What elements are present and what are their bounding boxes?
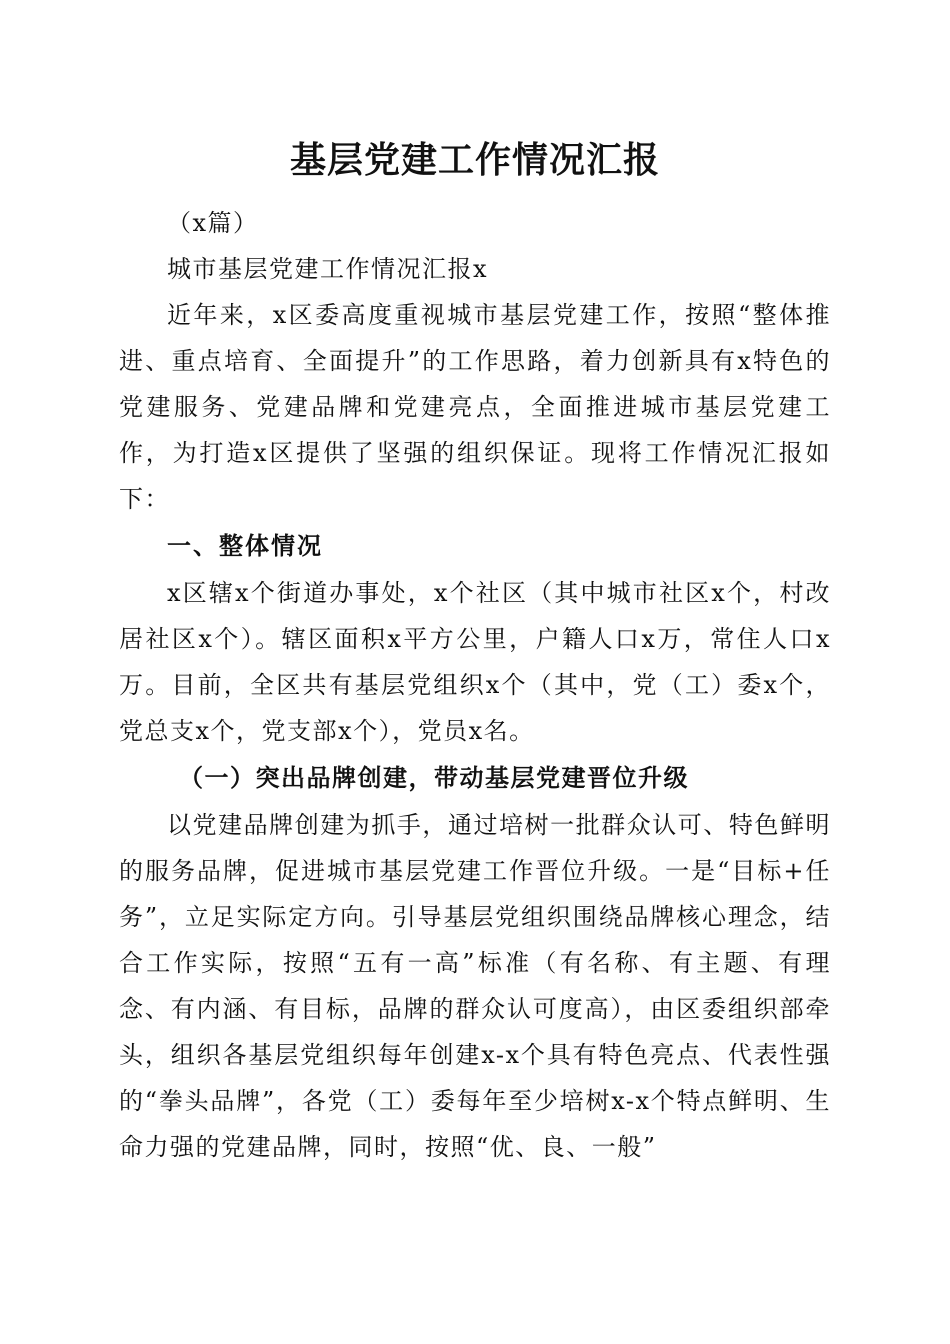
paragraph-volume-note: （x篇） — [167, 209, 259, 237]
paragraph-introduction: 近年来，x区委高度重视城市基层党建工作，按照“整体推进、重点培育、全面提升”的工作思路，着力创新具有x特色的党建服务、党建品牌和党建亮点，全面推进城市基层党建工作，为打造x区提供了坚强的组织保证。现将工作情况汇报如下： — [119, 301, 831, 513]
document-title: 基层党建工作情况汇报 — [289, 139, 660, 181]
subsection-heading-brand: （一）突出品牌创建，带动基层党建晋位升级 — [179, 763, 689, 792]
paragraph-report-name: 城市基层党建工作情况汇报x — [167, 255, 489, 283]
paragraph-brand-creation: 以党建品牌创建为抓手，通过培树一批群众认可、特色鲜明的服务品牌，促进城市基层党建工作晋位升级。一是“目标+任务”，立足实际定方向。引导基层党组织围绕品牌核心理念，结合工作实际，按照“五有一高”标准（有名称、有主题、有理念、有内涵、有目标，品牌的群众认可度高），由区委组织部牵头，组织各基层党组织每年创建x-x个具有特色亮点、代表性强的“拳头品牌”，各党（工）委每年至少培树x-x个特点鲜明、生命力强的党建品牌，同时，按照“优、良、一般” — [119, 811, 831, 1161]
paragraph-overall-situation: x区辖x个街道办事处，x个社区（其中城市社区x个，村改居社区x个）。辖区面积x平方公里，户籍人口x万，常住人口x万。目前，全区共有基层党组织x个（其中，党（工）委x个，党总支x个，党支部x个），党员x名。 — [119, 579, 831, 745]
document-body — [119, 200, 831, 1170]
section-heading-overall: 一、整体情况 — [167, 532, 323, 560]
